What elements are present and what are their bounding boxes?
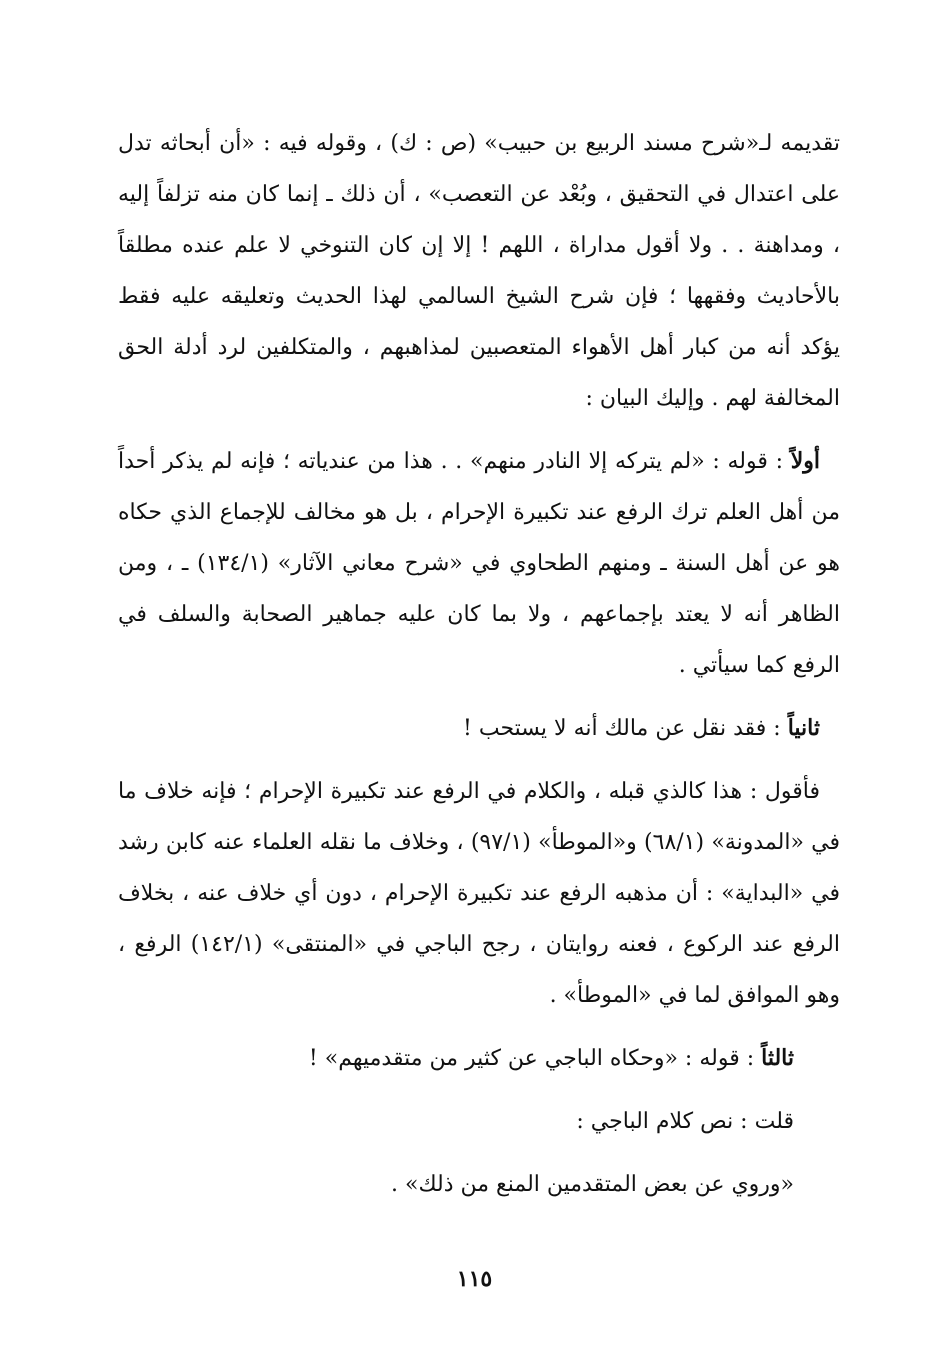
body-text — [118, 118, 840, 1222]
paragraph-text: : فقد نقل عن مالك أنه لا يستحب ! — [463, 716, 788, 741]
paragraph-quote — [118, 1159, 840, 1210]
paragraph-text: تقديمه لـ«شرح مسند الربيع بن حبيب» (ص : ك) ، وقوله فيه : «أن أبحاثه تدل على اعتدال في التحقيق ، وبُعْد عن التعصب» ، أن ذلك ـ إنما كان منه تزلفاً إليه ، ومداهنة . . ولا أقول مداراة ، اللهم ! إلا إن كان التنوخي لا علم عنده مطلقاً بالأحاديث وفقهها ؛ فإن شرح الشيخ السالمي لهذا الحديث وتعليقه عليه فقط يؤكد أنه من كبار أهل الأهواء المتعصبين لمذاهبهم ، والمتكلفين لرد أدلة الحق المخالفة لهم . وإليك البيان : — [118, 131, 840, 411]
paragraph-text: : قوله : «وحكاه الباجي عن كثير من متقدميهم» ! — [308, 1046, 762, 1071]
paragraph-text: فأقول : هذا كالذي قبله ، والكلام في الرفع عند تكبيرة الإحرام ؛ فإنه خلاف ما في «المدونة» (٦٨/١) و«الموطأ» (٩٧/١) ، وخلاف ما نقله العلماء عنه كابن رشد في «البداية» : أن مذهبه الرفع عند تكبيرة الإحرام ، دون أي خلاف عنه ، بخلاف الرفع عند الركوع ، فعنه روايتان ، رجح الباجي في «المنتقى» (١٤٢/١) الرفع ، وهو الموافق لما في «الموطأ» . — [118, 779, 841, 1008]
page-number: ١١٥ — [456, 1266, 493, 1292]
paragraph-first-point — [118, 436, 840, 691]
paragraph-lead: ثالثاً — [761, 1045, 794, 1071]
paragraph-lead: أولاً — [790, 448, 820, 474]
paragraph-intro — [118, 118, 840, 424]
paragraph-reply — [118, 766, 840, 1021]
paragraph-text: قلت : نص كلام الباجي : — [576, 1109, 794, 1134]
paragraph-text: : قوله : «لم يتركه إلا النادر منهم» . . هذا من عندياته ؛ فإنه لم يذكر أحداً من أهل العلم ترك الرفع عند تكبيرة الإحرام ، بل هو مخالف للإجماع الذي حكاه هو عن أهل السنة ـ ومنهم الطحاوي في «شرح معاني الآثار» (١٣٤/١) ـ ، ومن الظاهر أنه لا يعتد بإجماعهم ، ولا بما كان عليه جماهير الصحابة والسلف في الرفع كما سيأتي . — [118, 449, 841, 678]
paragraph-second-point — [118, 703, 840, 754]
paragraph-quote-intro — [118, 1096, 840, 1147]
paragraph-text: «وروي عن بعض المتقدمين المنع من ذلك» . — [391, 1172, 794, 1197]
paragraph-third-point — [118, 1033, 840, 1084]
paragraph-lead: ثانياً — [787, 715, 820, 741]
